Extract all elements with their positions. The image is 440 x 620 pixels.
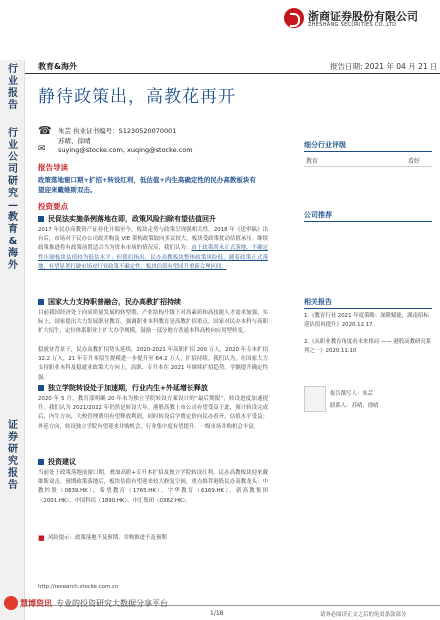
analyst-emails: suying@stocke.com, xuqing@stocke.com	[58, 146, 193, 154]
analyst-cert: 朱芸 执业证书编号：S1230520070001	[58, 127, 177, 135]
report-date: 报告日期: 2021 年 04 月 21 日	[330, 62, 438, 71]
rating-row-divider	[304, 166, 432, 167]
point-3-heading	[38, 383, 268, 393]
point-3-title: 独立学院转设处于加速期，行业内生+外延增长释放	[48, 384, 208, 392]
point-2-body-a: 目前我国经济处于向高质量发展的转型期，产业结构升级下对高素质和高技能人才需求加强。实际上，国家提出大力发展职业教育，强调职业本科教育是高教扩招重点。国家对民办本科与高职扩大招生，定位体系职业上扩大办学规模，鼓励一部分地方普通本科高校向应用型转变。	[38, 310, 268, 335]
bullet-square-icon	[38, 299, 44, 305]
related-report-2[interactable]: 2.《从职业教育角度看未来格局 —— 港股高教研究系列之一》2020.11.10	[304, 339, 432, 354]
sidebar-mid-label: 行业公司研究—教育&海外	[8, 128, 18, 271]
rating-heading: 细分行业评级	[304, 141, 346, 149]
point-2-title: 国家大力支持职普融合，民办高教扩招持续	[48, 298, 181, 306]
watermark-logo-icon	[4, 596, 18, 610]
bullet-square-icon	[38, 459, 44, 465]
related-report-1[interactable]: 1.《教育行业 2021 年度策略：深耕赋能，湖南招标迎估值再提升》2020.12.17	[304, 313, 429, 328]
risk-heading: ■	[38, 534, 45, 542]
point-4-heading	[38, 457, 268, 467]
guide-text: 政策落地窗口期+扩招+转设红利，低估值+内生高确定性的民办高教板块有望迎来戴维斯双击。	[38, 176, 256, 194]
point-1-body	[38, 226, 268, 272]
analyst-names: 苏晴、徐晴	[58, 137, 91, 145]
sidebar-bottom-label: 证券研究报告	[8, 420, 18, 491]
brand-name-cn: 浙商证券股份有限公司	[308, 10, 418, 23]
point-1-title: 民促法实施条例落地在即，政策风险扫除有望估值回升	[48, 215, 216, 223]
rating-value: 看好	[408, 158, 421, 165]
point-2-heading	[38, 297, 268, 307]
analyst-photo	[304, 386, 326, 412]
point-3-body: 2020 年 5 月，教育部明确 20 年末为独立学院转设方案设计的“最后期限”，转设进度加速提升。我们认为 2021/2022 年仍然是转设大年。港股高教上市公司有望受益于此，预计转设完成后，内生方向，大校管理费用有望释放利润，同时转设后学费定价向民办看齐，估值水平受益；外延方向，转设独立学院有望迎来并购机会，行业集中度有望提升。一级市场并购机会丰富。	[38, 396, 268, 430]
watermark-slogan: 专业的投资研究大数据分享平台	[56, 599, 168, 608]
report-title: 静待政策出，高教花再开	[38, 87, 236, 107]
point-4-title: 投资建议	[48, 458, 76, 466]
company-list-divider	[304, 221, 432, 222]
contact-author: 报告撰写人：朱芸	[330, 391, 374, 397]
sidebar-top-label: 行业报告	[8, 64, 18, 111]
rating-industry: 教育	[306, 158, 319, 165]
point-1-heading	[38, 214, 268, 224]
point-4-body: 当前处于政策落地前窗口期，叠加高职+专升本扩招及独立学院转设红利，民办高教板块迎来戴维斯双击。预期政策落地后，板块估值有望迎来较大修复空间，重点推荐港股民办高教龙头：中教控股（0839.HK）、希望教育（1765.HK）、宇华教育（6169.HK）、新高教集团（2001.HK）、中国科培（1890.HK）、中汇集团（0382.HK）。	[38, 470, 268, 504]
company-list-heading: 公司推荐	[304, 211, 332, 219]
watermark-brand: 慧博资讯	[20, 599, 52, 608]
footer-url[interactable]: http://research.stocke.com.cn	[38, 584, 119, 590]
contact-names: 联系人：苏晴、徐晴	[330, 403, 379, 409]
mail-icon: ✉	[38, 144, 46, 154]
page-number: 1/18	[210, 610, 224, 617]
related-reports-heading: 相关报告	[304, 298, 332, 306]
guide-heading: 报告导读	[38, 163, 68, 172]
footer-disclaimer: 请务必阅读正文之后的免责条款部分	[320, 612, 407, 618]
related-reports-divider	[304, 308, 432, 309]
rating-divider	[304, 151, 432, 152]
risk-text: 风险提示：政策落地不及预期、并购推进不及预期	[48, 535, 167, 541]
report-category: 教育&海外	[38, 62, 77, 71]
point-1-text: 2017 年民办高教资产证券化开端至今，板块走势与政策呈现强相关性。2018 年《送审稿》出台后，市场对于民办公司政并购及 VIE 架构政策取向多议较大，板块受政策扰动估值承压。继续政策推进将有政策前置适合当为资本市场的情况反，我们认为：	[38, 227, 268, 252]
brand-name-en: ZHESHANG SECURITIES CO.,LTD	[308, 22, 397, 28]
points-heading: 投资要点	[38, 202, 68, 211]
brand-logo-icon	[284, 8, 304, 28]
phone-icon: ☎	[38, 124, 52, 137]
header-divider	[25, 73, 440, 74]
point-1-highlight: 由于政策尚未正式落地，不确定性压制板块估值较为低估水平；但我们指出，民办高教板块整体政策风险低，随着政策正式落地，有望显著打破市场对行业政策不确定性，板块估值有望回升重新合理区间。	[38, 245, 268, 270]
bullet-square-icon	[38, 216, 44, 222]
point-2-body-b: 稳就业背景下，民办高教扩招势头延续，2020-2021 年高职扩招 200 万人，2020 年专本扩招 32.2 万人，21 年专升本招生规模进一步提升至 64.2 万人，扩招持续。我们认为，在国家大力支持职业本科及稳就业政策大方向上，高职、专升本在 2021 年继续扩招趋势，学额提升确定性强。	[38, 347, 268, 381]
bullet-square-icon	[38, 385, 44, 391]
